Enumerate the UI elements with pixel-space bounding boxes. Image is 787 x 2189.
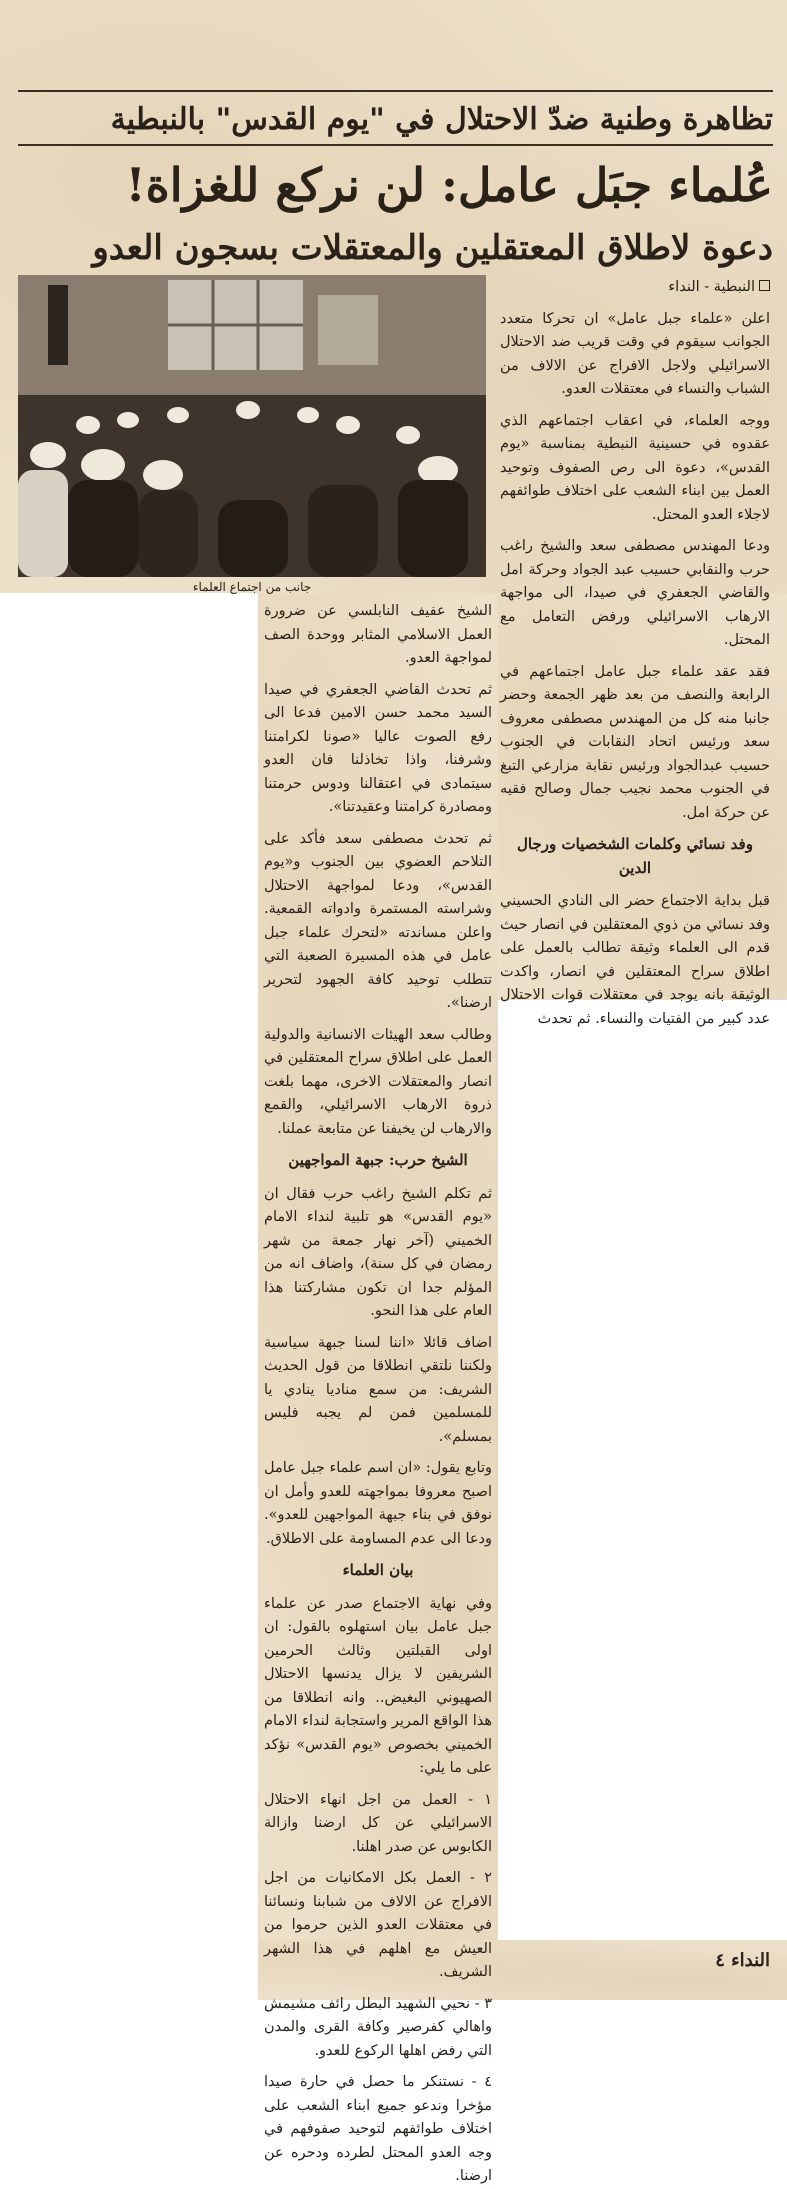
paragraph: وفي نهاية الاجتماع صدر عن علماء جبل عامل بيان استهلوه بالقول: ان اولى القبلتين وثالث الحرمين الشريفين لا يزال يدنسها الاحتلال الصهيوني البغيض.. وانه انطلاقا من هذا الواقع المرير واستجابة لنداء الامام الخميني بخصوص «يوم القدس» نؤكد على ما يلي:	[264, 1595, 492, 1776]
left-column	[264, 600, 492, 2184]
section-heading: وفد نسائي وكلمات الشخصيات ورجال الدين	[517, 835, 753, 877]
byline-text: النبطية - النداء	[668, 279, 755, 295]
paragraph: وطالب سعد الهيئات الانسانية والدولية العمل على اطلاق سراح المعتقلين في انصار والمعتقلات الاخرى، مهما بلغت ذروة الارهاب الاسرائيلي، والقمع والارهاب لن يخيفنا عن متابعة عملنا.	[264, 1026, 492, 1137]
section-heading: الشيخ حرب: جبهة المواجهين	[288, 1151, 468, 1169]
paragraph: ٣ - نحيي الشهيد البطل رائف مشيمش واهالي كفرصير وكافة القرى والمدن التي رفض اهلها الركوع للعدو.	[264, 1995, 492, 2059]
meeting-photo	[18, 275, 486, 577]
paragraph: ثم تكلم الشيخ راغب حرب فقال ان «يوم القدس» هو تلبية لنداء الامام الخميني (آخر نهار جمعة من شهر رمضان في كل سنة)، واضاف انه من المؤلم جدا ان تكون مشاركتنا هذا العام على هذا النحو.	[264, 1185, 492, 1319]
paragraph: ثم تحدث مصطفى سعد فأكد على التلاحم العضوي بين الجنوب و«يوم القدس»، ودعا لمواجهة الاحتلال وشراسته المستمرة وادواته القمعية. واعلن مساندته «لتحرك علماء جبل عامل في هذه المسيرة الصعبة التي تتطلب توحيد كافة الجهود لتحرير ارضنا».	[264, 830, 492, 1011]
paragraph: وتابع يقول: «ان اسم علماء جبل عامل اصبح معروفا بمواجهته للعدو وأمل ان نوفق في بناء جبهة المواجهين للعدو». ودعا الى عدم المساومة على الاطلاق.	[264, 1460, 492, 1547]
photo-caption: جانب من اجتماع العلماء	[192, 580, 312, 594]
paragraph: الشيخ عفيف النابلسي عن ضرورة العمل الاسلامي المثابر ووحدة الصف لمواجهة العدو.	[264, 603, 492, 666]
paragraph: ٤ - نستنكر ما حصل في حارة صيدا مؤخرا وندعو جميع ابناء الشعب على اختلاف طوائفهم لتوحيد صفوفهم في وجه العدو المحتل لطرده ودحره عن ارضنا.	[264, 2074, 492, 2184]
main-headline: عُلماء جبَل عامل: لن نركع للغزاة!	[125, 158, 773, 212]
right-column	[500, 276, 770, 1027]
paragraph: فقد عقد علماء جبل عامل اجتماعهم في الرابعة والنصف من بعد ظهر الجمعة وحضر جانبا منه كل من المهندس مصطفى معروف سعد ورئيس اتحاد النقابات في الجنوب حسيب عبدالجواد ورئيس نقابة مزارعي التبغ في الجنوب محمد نجيب جمال وصالح فقيه عن حركة امل.	[500, 663, 770, 821]
paragraph: قبل بداية الاجتماع حضر الى النادي الحسيني وفد نسائي من ذوي المعتقلين في انصار حيث قدم الى العلماء وثيقة تطالب بالعمل على اطلاق سراح المعتقلين في انصار، واكدت الوثيقة بانه يوجد في معتقلات قوات الاحتلال عدد كبير من الفتيات والنساء. ثم تحدث	[500, 893, 770, 1027]
section-heading: بيان العلماء	[342, 1561, 414, 1579]
paragraph: اضاف قائلا «اننا لسنا جبهة سياسية ولكننا نلتقي انطلاقا من قول الحديث الشريف: من سمع مناديا ينادي يا للمسلمين فمن لم يجبه فليس بمسلم».	[264, 1334, 492, 1445]
paragraph: ودعا المهندس مصطفى سعد والشيخ راغب حرب والنقابي حسيب عبد الجواد وحركة امل والقاضي الجعفري في صيدا، الى مواجهة الارهاب الاسرائيلي ورفض التعامل مع المحتل.	[500, 538, 770, 648]
byline	[500, 276, 770, 300]
byline-box-icon	[759, 280, 770, 291]
page-footer: النداء ٤	[715, 1950, 770, 1971]
top-rule	[18, 90, 773, 92]
paragraph: ووجه العلماء، في اعقاب اجتماعهم الذي عقدوه في حسينية النبطية بمناسبة «يوم القدس»، دعوة الى رص الصفوف وتوحيد العمل بين ابناء الشعب على اختلاف طوائفهم لاجلاء العدو المحتل.	[500, 412, 770, 523]
meeting-photo-image	[18, 275, 486, 577]
kicker-headline: تظاهرة وطنية ضدّ الاحتلال في "يوم القدس" بالنبطية	[18, 96, 773, 146]
paragraph: ٢ - العمل بكل الامكانيات من اجل الافراج عن الالاف من شبابنا ونسائنا في معتقلات العدو الذين حرموا من العيش مع اهلهم في هذا الشهر الشريف.	[264, 1870, 492, 1980]
sub-headline: دعوة لاطلاق المعتقلين والمعتقلات بسجون العدو	[92, 228, 773, 268]
paragraph: اعلن «علماء جبل عامل» ان تحركا متعدد الجوانب سيقوم في وقت قريب ضد الاحتلال الاسرائيلي ولاجل الافراج عن الالاف من الشباب والنساء في معتقلات العدو.	[500, 310, 770, 397]
paragraph: ثم تحدث القاضي الجعفري في صيدا السيد محمد حسن الامين فدعا الى رفع الصوت عاليا «صونا لكرامتنا وشرفنا، واذا تخاذلنا فان العدو سيتمادى في اعتقالنا ودوس حرمتنا ومصادرة كرامتنا وعقيدتنا».	[264, 681, 492, 815]
paragraph: ١ - العمل من اجل انهاء الاحتلال الاسرائيلي عن كل ارضنا وازالة الكابوس عن صدر اهلنا.	[264, 1791, 492, 1855]
